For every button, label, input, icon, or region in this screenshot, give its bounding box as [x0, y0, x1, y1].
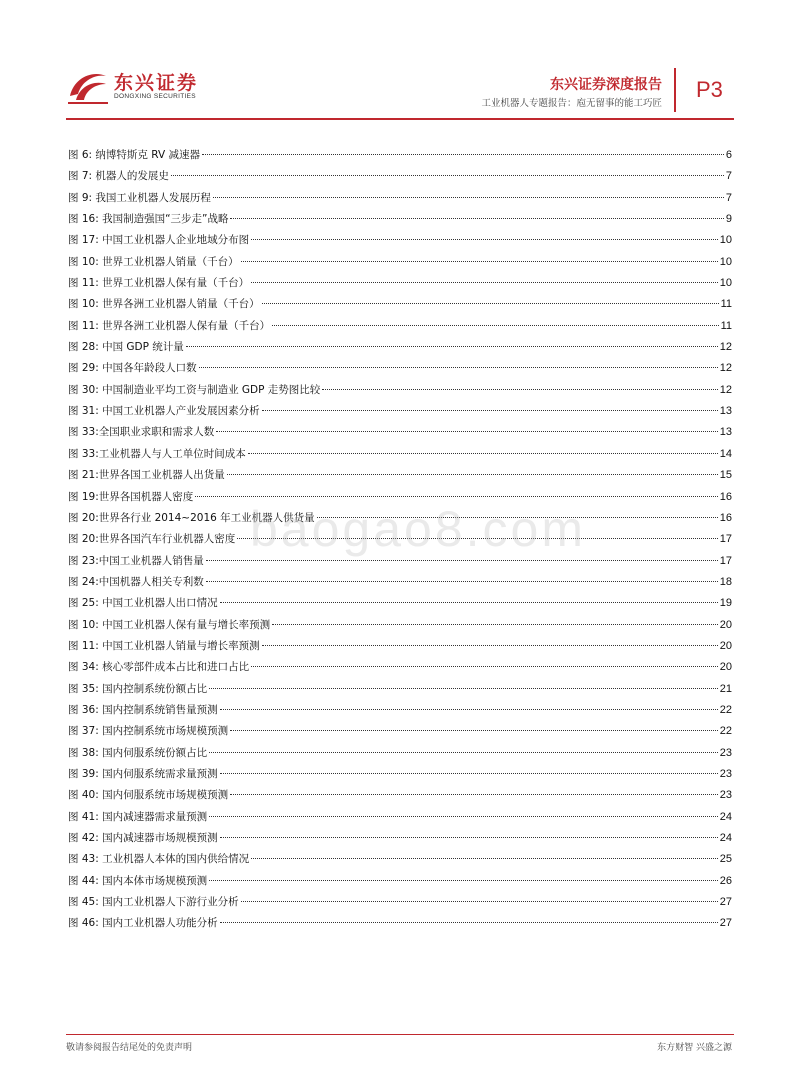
toc-entry-label: 图 6: 纳博特斯克 RV 减速器 — [68, 149, 200, 161]
toc-dot-leader — [317, 517, 718, 518]
toc-dot-leader — [186, 346, 718, 347]
toc-entry[interactable] — [68, 809, 732, 830]
toc-dot-leader — [322, 389, 717, 390]
toc-entry-page: 14 — [719, 447, 732, 460]
toc-entry-label: 图 16: 我国制造强国“三步走”战略 — [68, 213, 229, 226]
toc-dot-leader — [227, 474, 718, 475]
toc-entry-page: 25 — [719, 853, 732, 866]
toc-entry[interactable] — [68, 745, 732, 766]
logo-english-name: DONGXING SECURITIES — [114, 93, 196, 100]
toc-entry-page: 22 — [719, 725, 732, 738]
toc-dot-leader — [220, 709, 718, 710]
toc-entry[interactable] — [68, 787, 732, 808]
toc-dot-leader — [272, 325, 719, 326]
toc-dot-leader — [272, 624, 718, 625]
toc-entry[interactable] — [68, 553, 732, 574]
logo-chinese-name: 东兴证券 — [114, 72, 199, 94]
toc-entry-label: 图 35: 国内控制系统份额占比 — [68, 682, 208, 695]
toc-dot-leader — [251, 282, 718, 283]
toc-entry-page: 22 — [719, 703, 732, 716]
toc-entry-label: 图 33:全国职业求职和需求人数 — [68, 426, 215, 439]
toc-entry-label: 图 28: 中国 GDP 统计量 — [68, 341, 184, 354]
footer-slogan: 东方财智 兴盛之源 — [657, 1043, 732, 1053]
toc-entry[interactable] — [68, 702, 732, 723]
toc-entry-label: 图 38: 国内伺服系统份额占比 — [68, 746, 208, 759]
toc-entry-page: 6 — [725, 149, 732, 161]
toc-entry-label: 图 37: 国内控制系统市场规模预测 — [68, 725, 229, 738]
toc-entry-label: 图 33:工业机器人与人工单位时间成本 — [68, 447, 246, 460]
toc-entry-page: 11 — [720, 298, 732, 311]
toc-dot-leader — [195, 496, 718, 497]
toc-entry-page: 17 — [719, 533, 732, 546]
toc-entry-label: 图 20:世界各行业 2014~2016 年工业机器人供货量 — [68, 511, 315, 524]
toc-entry-label: 图 25: 中国工业机器人出口情况 — [68, 597, 218, 610]
toc-entry[interactable] — [68, 190, 732, 211]
toc-entry-label: 图 10: 中国工业机器人保有量与增长率预测 — [68, 618, 271, 631]
toc-entry[interactable] — [68, 318, 732, 339]
toc-entry-label: 图 29: 中国各年龄段人口数 — [68, 362, 197, 375]
toc-entry[interactable] — [68, 638, 732, 659]
toc-entry[interactable] — [68, 531, 732, 552]
toc-entry-label: 图 36: 国内控制系统销售量预测 — [68, 703, 218, 716]
toc-entry-label: 图 11: 中国工业机器人销量与增长率预测 — [68, 639, 260, 652]
toc-dot-leader — [248, 453, 718, 454]
toc-entry-page: 23 — [719, 746, 732, 759]
toc-entry-label: 图 9: 我国工业机器人发展历程 — [68, 191, 211, 204]
toc-entry-label: 图 43: 工业机器人本体的国内供给情况 — [68, 853, 250, 866]
toc-entry[interactable] — [68, 915, 732, 936]
watermark: baogao8.com — [250, 501, 587, 557]
toc-entry-page: 12 — [719, 341, 732, 354]
toc-dot-leader — [230, 794, 718, 795]
footer-rule — [66, 1034, 734, 1035]
toc-entry-label: 图 42: 国内减速器市场规模预测 — [68, 832, 218, 844]
toc-dot-leader — [220, 773, 718, 774]
toc-entry-page: 13 — [719, 405, 732, 418]
toc-entry-label: 图 41: 国内减速器需求量预测 — [68, 810, 208, 823]
toc-entry[interactable] — [68, 360, 732, 381]
toc-entry-page: 12 — [719, 383, 732, 396]
toc-entry-label: 图 40: 国内伺服系统市场规模预测 — [68, 789, 229, 802]
toc-entry[interactable] — [68, 254, 732, 275]
toc-entry[interactable] — [68, 424, 732, 445]
toc-entry-page: 16 — [719, 511, 732, 524]
toc-dot-leader — [199, 367, 718, 368]
toc-entry[interactable] — [68, 574, 732, 595]
toc-dot-leader — [230, 218, 723, 219]
toc-entry-page: 24 — [719, 832, 732, 844]
toc-dot-leader — [206, 581, 718, 582]
toc-entry[interactable] — [68, 723, 732, 744]
toc-entry-label: 图 39: 国内伺服系统需求量预测 — [68, 767, 218, 780]
toc-entry[interactable] — [68, 489, 732, 510]
toc-entry-page: 7 — [725, 170, 732, 183]
toc-entry-label: 图 44: 国内本体市场规模预测 — [68, 874, 208, 887]
header-rule — [66, 118, 734, 120]
toc-entry[interactable] — [68, 894, 732, 915]
toc-dot-leader — [251, 239, 718, 240]
toc-dot-leader — [262, 303, 719, 304]
toc-entry-label: 图 30: 中国制造业平均工资与制造业 GDP 走势图比较 — [68, 383, 321, 396]
toc-dot-leader — [262, 645, 718, 646]
toc-entry-label: 图 34: 核心零部件成本占比和进口占比 — [68, 661, 250, 674]
toc-entry-label: 图 17: 中国工业机器人企业地域分布图 — [68, 234, 250, 247]
toc-entry-page: 21 — [719, 682, 732, 695]
toc-entry-page: 16 — [719, 490, 732, 503]
toc-entry-page: 9 — [725, 213, 732, 226]
toc-entry[interactable] — [68, 873, 732, 894]
toc-entry[interactable] — [68, 830, 732, 851]
toc-entry-page: 17 — [719, 554, 732, 567]
toc-entry-page: 23 — [719, 789, 732, 802]
toc-entry-page: 13 — [719, 426, 732, 439]
toc-entry-page: 20 — [719, 618, 732, 631]
toc-dot-leader — [241, 901, 718, 902]
toc-entry[interactable] — [68, 232, 732, 253]
toc-dot-leader — [220, 837, 718, 838]
toc-entry[interactable] — [68, 595, 732, 616]
toc-entry[interactable] — [68, 296, 732, 317]
toc-dot-leader — [206, 560, 718, 561]
toc-entry-label: 图 7: 机器人的发展史 — [68, 170, 169, 183]
toc-dot-leader — [171, 175, 724, 176]
toc-dot-leader — [220, 602, 718, 603]
toc-entry-label: 图 19:世界各国机器人密度 — [68, 490, 194, 503]
toc-entry[interactable] — [68, 510, 732, 531]
toc-dot-leader — [202, 154, 724, 155]
toc-dot-leader — [220, 922, 718, 923]
toc-entry[interactable] — [68, 168, 732, 189]
toc-entry-label: 图 10: 世界工业机器人销量（千台） — [68, 255, 239, 268]
toc-entry-label: 图 10: 世界各洲工业机器人销量（千台） — [68, 298, 260, 311]
toc-entry-page: 27 — [719, 917, 732, 930]
toc-dot-leader — [213, 197, 724, 198]
toc-entry[interactable] — [68, 446, 732, 467]
report-title: 东兴证券深度报告 — [550, 77, 662, 93]
toc-entry-page: 20 — [719, 639, 732, 652]
toc-entry-page: 20 — [719, 661, 732, 674]
toc-entry-page: 10 — [719, 234, 732, 247]
toc-entry-label: 图 11: 世界工业机器人保有量（千台） — [68, 277, 250, 290]
toc-dot-leader — [251, 666, 718, 667]
toc-dot-leader — [209, 816, 718, 817]
toc-dot-leader — [251, 858, 718, 859]
toc-entry[interactable] — [68, 617, 732, 638]
page-number: P3 — [696, 77, 723, 102]
toc-entry-page: 7 — [725, 191, 732, 204]
toc-entry[interactable] — [68, 681, 732, 702]
toc-entry-page: 26 — [719, 874, 732, 887]
toc-entry[interactable] — [68, 382, 732, 403]
toc-entry-page: 12 — [719, 362, 732, 375]
toc-entry-page: 19 — [719, 597, 732, 610]
toc-entry[interactable] — [68, 659, 732, 680]
page-header — [0, 0, 800, 125]
toc-entry-label: 图 46: 国内工业机器人功能分析 — [68, 917, 218, 930]
toc-dot-leader — [230, 730, 718, 731]
toc-entry[interactable] — [68, 467, 732, 488]
toc-entry[interactable] — [68, 211, 732, 232]
footer-disclaimer: 敬请参阅报告结尾处的免责声明 — [66, 1043, 193, 1053]
toc-entry-page: 23 — [719, 767, 732, 780]
toc-entry[interactable] — [68, 851, 732, 872]
toc-dot-leader — [209, 688, 718, 689]
toc-dot-leader — [237, 538, 718, 539]
toc-entry-page: 18 — [719, 575, 732, 588]
company-logo — [66, 64, 216, 114]
toc-dot-leader — [209, 880, 718, 881]
toc-entry-page: 11 — [720, 319, 732, 332]
toc-entry-label: 图 20:世界各国汽车行业机器人密度 — [68, 533, 236, 546]
toc-entry-page: 10 — [719, 277, 732, 290]
toc-entry-page: 15 — [719, 469, 732, 482]
toc-entry[interactable] — [68, 275, 732, 296]
toc-entry-label: 图 23:中国工业机器人销售量 — [68, 554, 204, 567]
toc-entry[interactable] — [68, 339, 732, 360]
toc-entry[interactable] — [68, 766, 732, 787]
toc-entry-label: 图 11: 世界各洲工业机器人保有量（千台） — [68, 319, 271, 332]
header-divider — [674, 68, 676, 112]
toc-entry-label: 图 31: 中国工业机器人产业发展因素分析 — [68, 405, 260, 418]
toc-entry-label: 图 24:中国机器人相关专利数 — [68, 575, 204, 588]
toc-entry[interactable] — [68, 147, 732, 168]
toc-entry-page: 27 — [719, 896, 732, 909]
toc-dot-leader — [241, 261, 718, 262]
toc-entry-page: 10 — [719, 255, 732, 268]
dongxing-logo-icon — [66, 64, 110, 106]
toc-dot-leader — [216, 431, 718, 432]
toc-entry-page: 24 — [719, 810, 732, 823]
toc-entry[interactable] — [68, 403, 732, 424]
toc-dot-leader — [262, 410, 718, 411]
report-subtitle: 工业机器人专题报告：庖无留事的能工巧匠 — [481, 98, 662, 109]
toc-entry-label: 图 21:世界各国工业机器人出货量 — [68, 469, 225, 482]
toc-entry-label: 图 45: 国内工业机器人下游行业分析 — [68, 896, 239, 909]
figure-table-of-contents — [68, 147, 732, 937]
toc-dot-leader — [209, 752, 718, 753]
